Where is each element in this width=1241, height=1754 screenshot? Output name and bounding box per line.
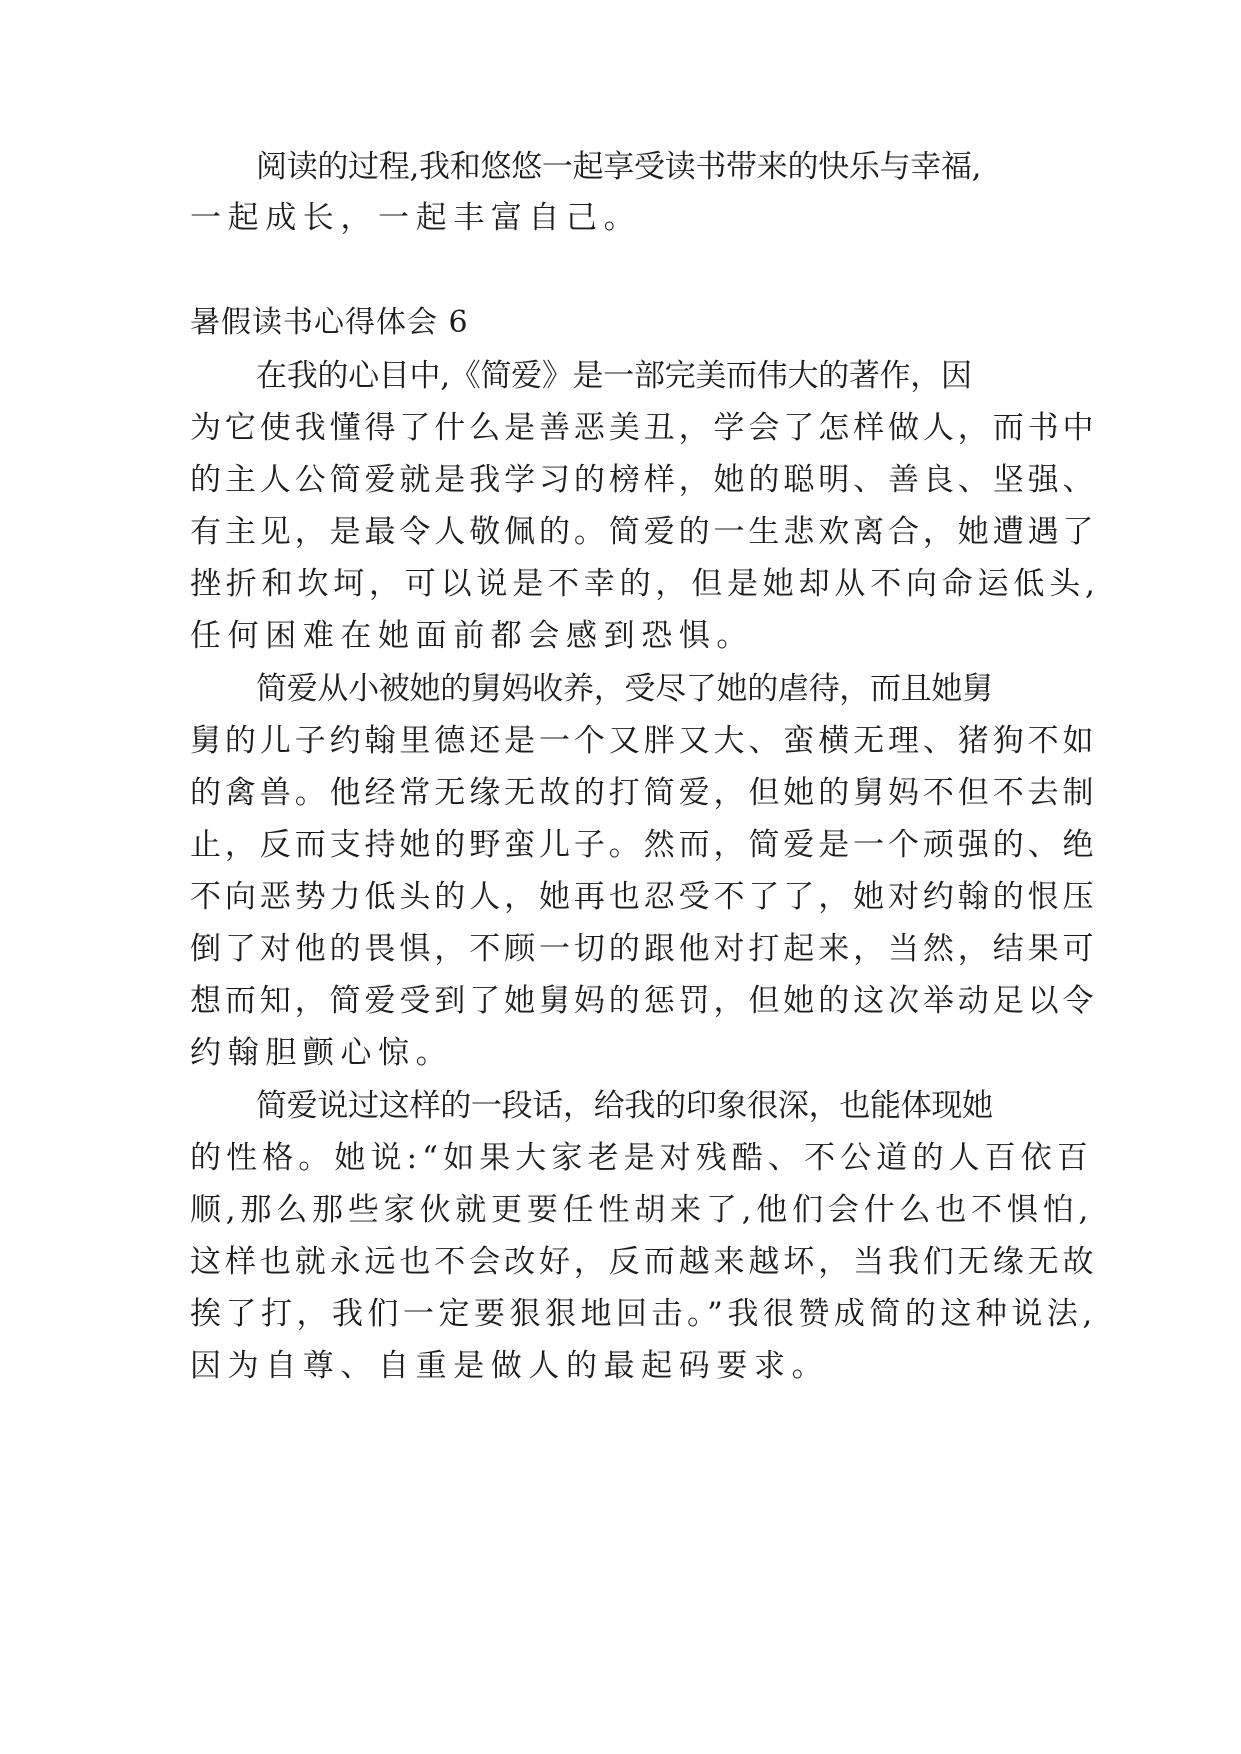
text-line: 挨了打，我们一定要狠狠地回击。”我很赞成简的这种说法, — [190, 1296, 1097, 1332]
text-line: 约翰胆颤心惊。 — [190, 1035, 454, 1071]
text-line: 任何困难在她面前都会感到恐惧。 — [190, 618, 754, 654]
text-line: 在我的心目中,《简爱》是一部完美而伟大的著作，因 — [256, 358, 972, 394]
text-line: 的性格。她说:“如果大家老是对残酷、不公道的人百依百 — [190, 1140, 1093, 1176]
text-line: 挫折和坎坷，可以说是不幸的，但是她却从不向命运低头, — [190, 566, 1100, 602]
text-line: 顺,那么那些家伙就更要任性胡来了,他们会什么也不惧怕, — [190, 1192, 1094, 1228]
section-title: 暑假读书心得体会 6 — [190, 305, 469, 340]
text-line: 的禽兽。他经常无缘无故的打简爱，但她的舅妈不但不去制 — [190, 775, 1098, 811]
text-line: 有主见，是最令人敬佩的。简爱的一生悲欢离合，她遭遇了 — [190, 514, 1098, 550]
text-line: 舅的儿子约翰里德还是一个又胖又大、蛮横无理、猪狗不如 — [190, 723, 1098, 759]
text-line: 倒了对他的畏惧，不顾一切的跟他对打起来，当然，结果可 — [190, 931, 1098, 967]
text-line: 因为自尊、自重是做人的最起码要求。 — [190, 1348, 830, 1384]
text-line: 阅读的过程,我和悠悠一起享受读书带来的快乐与幸福, — [256, 149, 982, 185]
text-line: 一起成长，一起丰富自己。 — [190, 200, 642, 236]
text-line: 为它使我懂得了什么是善恶美丑，学会了怎样做人，而书中 — [190, 410, 1098, 446]
text-line: 止，反而支持她的野蛮儿子。然而，简爱是一个顽强的、绝 — [190, 827, 1098, 863]
text-line: 不向恶势力低头的人，她再也忍受不了了，她对约翰的恨压 — [190, 879, 1098, 915]
text-line: 想而知，简爱受到了她舅妈的惩罚，但她的这次举动足以令 — [190, 983, 1098, 1019]
text-line: 的主人公简爱就是我学习的榜样，她的聪明、善良、坚强、 — [190, 462, 1098, 498]
text-line: 这样也就永远也不会改好，反而越来越坏，当我们无缘无故 — [190, 1244, 1098, 1280]
text-line: 简爱说过这样的一段话，给我的印象很深，也能体现她 — [256, 1088, 993, 1124]
text-line: 简爱从小被她的舅妈收养，受尽了她的虐待，而且她舅 — [256, 671, 993, 707]
